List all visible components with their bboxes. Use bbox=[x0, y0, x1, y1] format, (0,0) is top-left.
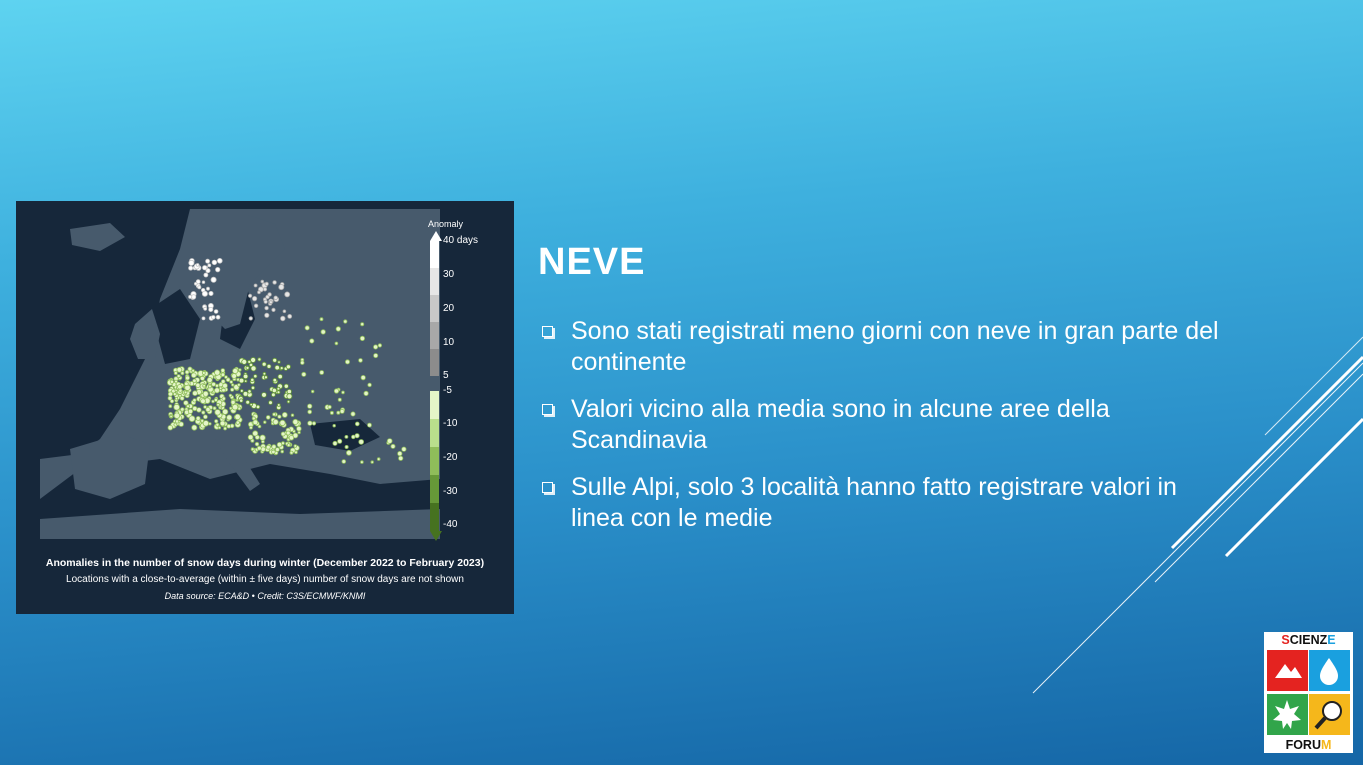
legend-tick: 5 bbox=[443, 370, 449, 381]
station-marker bbox=[180, 396, 184, 400]
station-marker bbox=[244, 380, 247, 383]
logo-mountain-icon bbox=[1267, 650, 1308, 691]
station-marker bbox=[212, 260, 217, 265]
station-marker bbox=[181, 372, 184, 375]
station-marker bbox=[288, 314, 292, 318]
station-marker bbox=[290, 451, 293, 454]
station-marker bbox=[170, 415, 173, 418]
station-marker bbox=[227, 424, 231, 428]
station-marker bbox=[246, 400, 250, 404]
station-marker bbox=[281, 450, 284, 453]
station-marker bbox=[230, 381, 233, 384]
station-marker bbox=[297, 426, 302, 431]
checkbox-bullet-icon bbox=[542, 482, 553, 493]
legend-tick: -10 bbox=[443, 418, 458, 429]
legend-color-swatch bbox=[430, 268, 439, 295]
station-marker bbox=[231, 388, 234, 391]
station-marker bbox=[287, 444, 290, 447]
station-marker bbox=[361, 323, 364, 326]
station-marker bbox=[243, 374, 248, 379]
station-marker bbox=[330, 411, 333, 414]
station-marker bbox=[248, 294, 251, 297]
station-marker bbox=[361, 375, 365, 379]
station-marker bbox=[196, 264, 199, 267]
station-marker bbox=[360, 336, 364, 340]
station-marker bbox=[272, 450, 276, 454]
legend-tick: -20 bbox=[443, 452, 458, 463]
station-marker bbox=[217, 258, 222, 263]
legend-arrow-up-icon bbox=[430, 231, 442, 241]
station-marker bbox=[285, 292, 290, 297]
legend-arrow-down-icon bbox=[430, 531, 442, 541]
legend-color-swatch bbox=[430, 322, 439, 349]
station-marker bbox=[301, 361, 305, 365]
station-marker bbox=[233, 368, 238, 373]
station-marker bbox=[333, 441, 337, 445]
station-marker bbox=[209, 291, 213, 295]
station-marker bbox=[263, 288, 266, 291]
station-marker bbox=[340, 409, 344, 413]
station-marker bbox=[278, 361, 281, 364]
station-marker bbox=[257, 446, 261, 450]
station-marker bbox=[218, 426, 221, 429]
station-marker bbox=[203, 384, 206, 387]
station-marker bbox=[216, 315, 220, 319]
station-marker bbox=[258, 358, 261, 361]
station-marker bbox=[208, 264, 211, 267]
station-marker bbox=[277, 387, 280, 390]
station-marker bbox=[174, 372, 177, 375]
station-marker bbox=[280, 420, 285, 425]
station-marker bbox=[251, 448, 254, 451]
station-marker bbox=[263, 372, 266, 375]
station-marker bbox=[273, 419, 278, 424]
station-marker bbox=[212, 316, 216, 320]
station-marker bbox=[255, 442, 259, 446]
logo-leaf-icon bbox=[1267, 694, 1308, 735]
station-marker bbox=[225, 376, 228, 379]
slide-title: NEVE bbox=[538, 241, 646, 283]
station-marker bbox=[359, 359, 363, 363]
legend-tick: 40 days bbox=[443, 235, 479, 246]
station-marker bbox=[267, 364, 271, 368]
station-marker bbox=[185, 382, 189, 386]
station-marker bbox=[273, 378, 277, 382]
station-marker bbox=[198, 286, 201, 289]
station-marker bbox=[214, 310, 218, 314]
station-marker bbox=[202, 281, 205, 284]
station-marker bbox=[344, 320, 347, 323]
station-marker bbox=[201, 399, 206, 404]
station-marker bbox=[222, 388, 226, 392]
station-marker bbox=[209, 307, 213, 311]
station-marker bbox=[264, 376, 267, 379]
station-marker bbox=[253, 431, 258, 436]
station-marker bbox=[254, 375, 257, 378]
station-marker bbox=[355, 434, 359, 438]
station-marker bbox=[243, 392, 248, 397]
station-marker bbox=[207, 287, 210, 290]
station-marker bbox=[240, 389, 243, 392]
station-marker bbox=[287, 394, 292, 399]
station-marker bbox=[273, 358, 277, 362]
station-marker bbox=[335, 342, 338, 345]
station-marker bbox=[220, 421, 225, 426]
station-marker bbox=[352, 435, 356, 439]
station-marker bbox=[187, 405, 190, 408]
station-marker bbox=[221, 373, 225, 377]
station-marker bbox=[193, 379, 197, 383]
station-marker bbox=[275, 365, 280, 370]
station-marker bbox=[272, 393, 276, 397]
station-marker bbox=[345, 435, 348, 438]
station-marker bbox=[266, 445, 270, 449]
station-marker bbox=[224, 427, 227, 430]
station-marker bbox=[248, 435, 253, 440]
station-marker bbox=[310, 339, 314, 343]
station-marker bbox=[193, 399, 196, 402]
station-marker bbox=[189, 260, 194, 265]
checkbox-bullet-icon bbox=[542, 404, 553, 415]
station-marker bbox=[216, 267, 220, 271]
station-marker bbox=[269, 401, 273, 405]
bullet-text: Valori vicino alla media sono in alcune aree della Scandinavia bbox=[571, 395, 1110, 454]
checkbox-bullet-icon bbox=[542, 326, 553, 337]
station-marker bbox=[359, 440, 364, 445]
station-marker bbox=[206, 407, 210, 411]
station-marker bbox=[294, 445, 297, 448]
station-marker bbox=[194, 282, 197, 285]
station-marker bbox=[283, 310, 286, 313]
station-marker bbox=[202, 317, 205, 320]
legend-color-swatch bbox=[430, 419, 439, 447]
legend-tick: -30 bbox=[443, 486, 458, 497]
station-marker bbox=[202, 411, 205, 414]
station-marker bbox=[277, 442, 282, 447]
station-marker bbox=[279, 285, 284, 290]
station-marker bbox=[207, 377, 212, 382]
map-source: Data source: ECA&D • Credit: C3S/ECMWF/KNMI bbox=[164, 591, 366, 601]
station-marker bbox=[215, 410, 221, 416]
station-marker bbox=[250, 426, 253, 429]
station-marker bbox=[269, 301, 272, 304]
station-marker bbox=[291, 414, 294, 417]
station-marker bbox=[221, 369, 225, 373]
bullet-text: Sono stati registrati meno giorni con neve in gran parte del continente bbox=[571, 317, 1219, 376]
station-marker bbox=[192, 425, 197, 430]
station-marker bbox=[251, 366, 256, 371]
station-marker bbox=[311, 390, 314, 393]
station-marker bbox=[374, 354, 378, 358]
station-marker bbox=[368, 383, 372, 387]
station-marker bbox=[189, 295, 192, 298]
station-marker bbox=[308, 404, 312, 408]
station-marker bbox=[378, 344, 381, 347]
station-marker bbox=[264, 421, 267, 424]
station-marker bbox=[278, 415, 281, 418]
station-marker bbox=[232, 404, 238, 410]
station-marker bbox=[377, 458, 380, 461]
station-marker bbox=[238, 384, 241, 387]
station-marker bbox=[200, 376, 204, 380]
station-marker bbox=[328, 405, 331, 408]
station-marker bbox=[188, 367, 192, 371]
station-marker bbox=[273, 413, 276, 416]
station-marker bbox=[203, 421, 209, 427]
station-marker bbox=[302, 372, 306, 376]
station-marker bbox=[320, 318, 323, 321]
station-marker bbox=[222, 397, 225, 400]
station-marker bbox=[252, 296, 256, 300]
station-marker bbox=[268, 293, 272, 297]
station-marker bbox=[223, 409, 228, 414]
station-marker bbox=[217, 403, 220, 406]
map-title: Anomalies in the number of snow days during winter (December 2022 to February 2023) bbox=[45, 557, 485, 569]
station-marker bbox=[334, 389, 338, 393]
station-marker bbox=[249, 317, 252, 320]
station-marker bbox=[264, 300, 267, 303]
station-marker bbox=[284, 384, 288, 388]
legend-color-swatch bbox=[430, 475, 439, 503]
station-marker bbox=[239, 378, 244, 383]
station-marker bbox=[265, 306, 269, 310]
station-marker bbox=[169, 405, 172, 408]
station-marker bbox=[293, 419, 298, 424]
station-marker bbox=[338, 398, 341, 401]
legend-color-swatch bbox=[430, 295, 439, 322]
station-marker bbox=[345, 360, 349, 364]
station-marker bbox=[240, 399, 243, 402]
station-marker bbox=[230, 407, 233, 410]
station-marker bbox=[188, 409, 192, 413]
station-marker bbox=[287, 400, 290, 403]
station-marker bbox=[248, 390, 251, 393]
station-marker bbox=[196, 416, 200, 420]
station-marker bbox=[298, 431, 301, 434]
station-marker bbox=[274, 296, 278, 300]
station-marker bbox=[178, 385, 183, 390]
logo-drop-icon bbox=[1309, 650, 1350, 691]
station-marker bbox=[308, 410, 312, 414]
station-marker bbox=[286, 365, 290, 369]
station-marker bbox=[278, 374, 282, 378]
station-marker bbox=[277, 404, 280, 407]
station-marker bbox=[266, 416, 270, 420]
station-marker bbox=[320, 371, 324, 375]
station-marker bbox=[246, 366, 249, 369]
station-marker bbox=[227, 415, 232, 420]
station-marker bbox=[251, 358, 256, 363]
legend-color-swatch bbox=[430, 241, 439, 268]
station-marker bbox=[272, 388, 276, 392]
anomaly-legend bbox=[428, 219, 508, 549]
station-marker bbox=[305, 326, 309, 330]
station-marker bbox=[223, 383, 228, 388]
station-marker bbox=[387, 439, 392, 444]
station-marker bbox=[258, 291, 261, 294]
station-marker bbox=[261, 280, 264, 283]
station-marker bbox=[214, 398, 217, 401]
legend-title: Anomaly bbox=[428, 219, 464, 229]
station-marker bbox=[321, 330, 325, 334]
station-marker bbox=[191, 373, 196, 378]
station-marker bbox=[184, 391, 187, 394]
station-marker bbox=[250, 403, 253, 406]
station-marker bbox=[203, 266, 207, 270]
station-marker bbox=[258, 425, 261, 428]
legend-tick: 10 bbox=[443, 337, 455, 348]
station-marker bbox=[170, 380, 173, 383]
bullet-text: Sulle Alpi, solo 3 località hanno fatto registrare valori in linea con le medie bbox=[571, 473, 1177, 532]
station-marker bbox=[254, 284, 257, 287]
station-marker bbox=[333, 424, 336, 427]
legend-tick: -5 bbox=[443, 385, 452, 396]
station-marker bbox=[342, 391, 345, 394]
station-marker bbox=[177, 375, 180, 378]
station-marker bbox=[260, 435, 265, 440]
station-marker bbox=[204, 307, 207, 310]
station-marker bbox=[391, 444, 395, 448]
station-marker bbox=[256, 405, 260, 409]
station-marker bbox=[185, 376, 189, 380]
station-marker bbox=[236, 421, 239, 424]
map-subtitle: Locations with a close-to-average (within ± five days) number of snow days are not shown bbox=[66, 574, 464, 585]
station-marker bbox=[215, 370, 220, 375]
logo-top-text: SCIENZE bbox=[1281, 633, 1336, 647]
station-marker bbox=[286, 431, 290, 435]
station-marker bbox=[242, 359, 247, 364]
station-marker bbox=[212, 382, 216, 386]
station-marker bbox=[336, 327, 340, 331]
station-marker bbox=[204, 273, 208, 277]
station-marker bbox=[173, 393, 176, 396]
station-marker bbox=[189, 416, 195, 422]
europe-map-svg bbox=[40, 209, 440, 539]
station-marker bbox=[345, 445, 348, 448]
station-marker bbox=[181, 408, 185, 412]
station-marker bbox=[208, 385, 211, 388]
scienze-forum-logo bbox=[1264, 632, 1353, 753]
station-marker bbox=[177, 367, 182, 372]
station-marker bbox=[168, 396, 172, 400]
station-marker bbox=[174, 413, 180, 419]
logo-bottom-text: FORUM bbox=[1285, 738, 1332, 752]
snow-anomaly-map-figure bbox=[16, 201, 514, 614]
station-marker bbox=[216, 423, 219, 426]
station-marker bbox=[174, 404, 180, 410]
station-marker bbox=[277, 391, 280, 394]
legend-tick: 30 bbox=[443, 269, 455, 280]
station-marker bbox=[398, 451, 402, 455]
station-marker bbox=[346, 450, 351, 455]
station-marker bbox=[308, 421, 312, 425]
station-marker bbox=[168, 425, 173, 430]
station-marker bbox=[206, 259, 210, 263]
station-marker bbox=[215, 388, 220, 393]
station-marker bbox=[251, 378, 254, 381]
station-marker bbox=[312, 422, 315, 425]
station-marker bbox=[229, 394, 232, 397]
station-marker bbox=[262, 362, 266, 366]
legend-color-swatch bbox=[430, 447, 439, 475]
station-marker bbox=[265, 313, 269, 317]
legend-color-swatch bbox=[430, 503, 439, 531]
legend-color-swatch bbox=[430, 391, 439, 419]
station-marker bbox=[337, 411, 340, 414]
station-marker bbox=[193, 406, 197, 410]
station-marker bbox=[262, 393, 267, 398]
station-marker bbox=[175, 420, 178, 423]
station-marker bbox=[368, 423, 372, 427]
station-marker bbox=[193, 391, 198, 396]
station-marker bbox=[402, 447, 406, 451]
station-marker bbox=[399, 456, 403, 460]
station-marker bbox=[232, 374, 237, 379]
legend-color-swatch bbox=[430, 349, 439, 376]
station-marker bbox=[364, 391, 368, 395]
station-marker bbox=[361, 461, 364, 464]
station-marker bbox=[355, 422, 359, 426]
station-marker bbox=[272, 445, 276, 449]
station-marker bbox=[179, 422, 184, 427]
station-marker bbox=[289, 436, 294, 441]
station-marker bbox=[273, 281, 277, 285]
station-marker bbox=[374, 345, 378, 349]
logo-magnifier-icon bbox=[1309, 694, 1350, 735]
station-marker bbox=[213, 407, 216, 410]
station-marker bbox=[196, 383, 200, 387]
station-marker bbox=[168, 392, 172, 396]
station-marker bbox=[202, 291, 207, 296]
legend-tick: -40 bbox=[443, 519, 458, 530]
station-marker bbox=[351, 412, 355, 416]
station-marker bbox=[282, 412, 287, 417]
station-marker bbox=[203, 391, 208, 396]
station-marker bbox=[338, 439, 342, 443]
station-marker bbox=[231, 384, 234, 387]
station-marker bbox=[239, 369, 242, 372]
station-marker bbox=[203, 415, 207, 419]
station-marker bbox=[202, 372, 205, 375]
station-marker bbox=[235, 414, 241, 420]
station-marker bbox=[280, 367, 283, 370]
station-marker bbox=[215, 420, 218, 423]
station-marker bbox=[254, 304, 258, 308]
station-marker bbox=[175, 397, 178, 400]
station-marker bbox=[342, 460, 346, 464]
station-marker bbox=[221, 380, 225, 384]
station-marker bbox=[189, 266, 193, 270]
station-marker bbox=[272, 308, 275, 311]
station-marker bbox=[371, 461, 374, 464]
europe-map bbox=[40, 209, 440, 539]
station-marker bbox=[251, 386, 254, 389]
legend-tick: 20 bbox=[443, 303, 455, 314]
station-marker bbox=[281, 432, 285, 436]
station-marker bbox=[231, 400, 235, 404]
station-marker bbox=[253, 420, 258, 425]
station-marker bbox=[265, 282, 268, 285]
station-marker bbox=[281, 316, 286, 321]
station-marker bbox=[211, 277, 216, 282]
